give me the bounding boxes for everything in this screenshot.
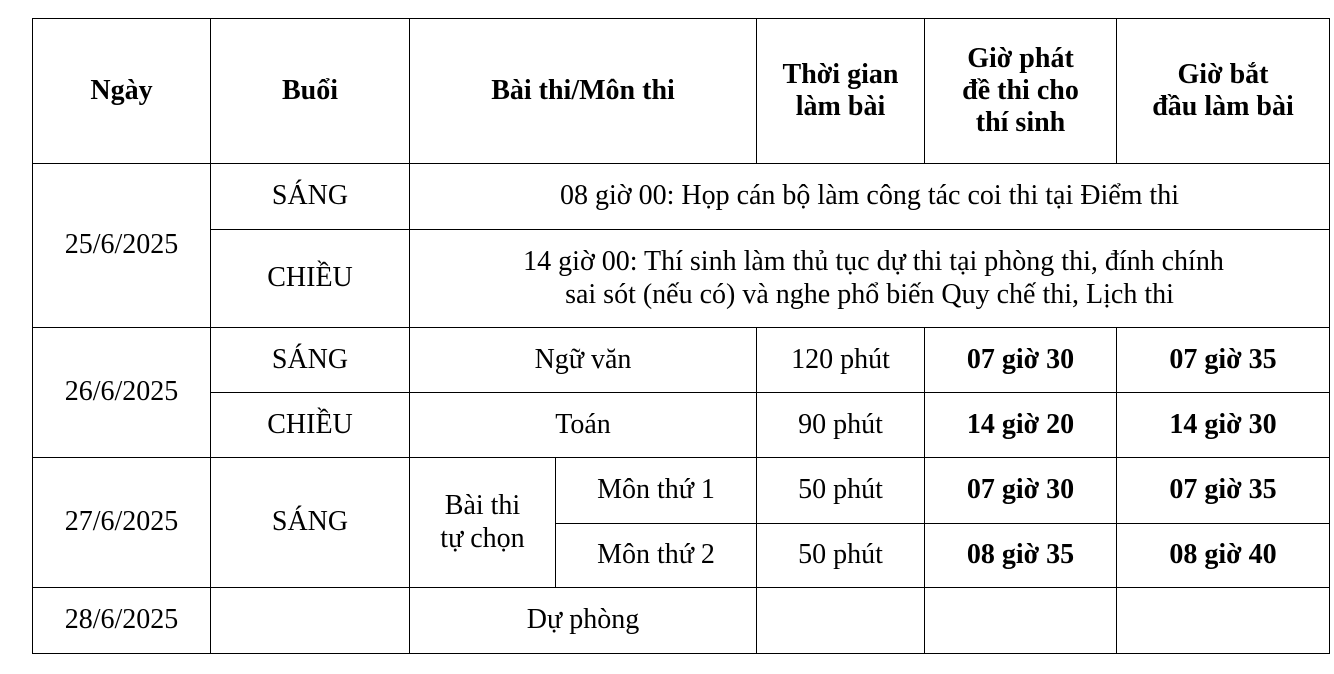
subject-cell: Môn thứ 1 — [556, 458, 757, 524]
date-cell: 26/6/2025 — [33, 328, 211, 458]
header-subject: Bài thi/Môn thi — [410, 19, 757, 164]
session-cell: SÁNG — [211, 164, 410, 230]
header-handout-line1: Giờ phát — [967, 42, 1074, 74]
session-cell: SÁNG — [211, 328, 410, 393]
session-cell: CHIỀU — [211, 393, 410, 458]
elective-line: Bài thi — [444, 490, 521, 522]
subject-cell: Dự phòng — [410, 588, 757, 654]
table-row — [33, 393, 1330, 458]
elective-line: tự chọn — [440, 522, 525, 554]
start-time-cell: 07 giờ 35 — [1117, 328, 1330, 393]
header-start-line1: Giờ bắt — [1177, 58, 1269, 90]
header-session: Buổi — [211, 19, 410, 164]
session-cell: CHIỀU — [211, 230, 410, 328]
header-duration-line1: Thời gian — [782, 58, 899, 90]
header-duration-line2: làm bài — [795, 91, 886, 122]
header-handout-line3: thí sinh — [975, 107, 1066, 139]
table-row — [33, 458, 1330, 524]
header-day: Ngày — [33, 19, 211, 164]
table-row — [33, 230, 1330, 328]
header-duration — [757, 19, 925, 164]
subject-cell: Toán — [410, 393, 757, 458]
note-line: 14 giờ 00: Thí sinh làm thủ tục dự thi tại phòng thi, đính chính — [523, 246, 1224, 278]
table-row — [33, 328, 1330, 393]
subject-cell: Môn thứ 2 — [556, 524, 757, 588]
table-row — [33, 588, 1330, 654]
header-handout-time — [925, 19, 1117, 164]
header-start-line2: đầu làm bài — [1152, 91, 1294, 122]
header-row — [33, 19, 1330, 164]
start-time-cell — [1117, 588, 1330, 654]
handout-time-cell — [925, 588, 1117, 654]
note-cell — [410, 230, 1330, 328]
exam-schedule-table — [32, 18, 1330, 654]
date-cell: 25/6/2025 — [33, 164, 211, 328]
duration-cell — [757, 588, 925, 654]
start-time-cell: 08 giờ 40 — [1117, 524, 1330, 588]
start-time-cell: 14 giờ 30 — [1117, 393, 1330, 458]
session-cell — [211, 588, 410, 654]
handout-time-cell: 07 giờ 30 — [925, 458, 1117, 524]
handout-time-cell: 14 giờ 20 — [925, 393, 1117, 458]
note-cell: 08 giờ 00: Họp cán bộ làm công tác coi thi tại Điểm thi — [410, 164, 1330, 230]
elective-cell — [410, 458, 556, 588]
note-line: sai sót (nếu có) và nghe phổ biến Quy chế thi, Lịch thi — [565, 278, 1174, 310]
start-time-cell: 07 giờ 35 — [1117, 458, 1330, 524]
duration-cell: 120 phút — [757, 328, 925, 393]
handout-time-cell: 07 giờ 30 — [925, 328, 1117, 393]
exam-schedule-container — [32, 18, 1330, 654]
date-cell: 27/6/2025 — [33, 458, 211, 588]
duration-cell: 90 phút — [757, 393, 925, 458]
handout-time-cell: 08 giờ 35 — [925, 524, 1117, 588]
table-row — [33, 164, 1330, 230]
header-handout-line2: đề thi cho — [962, 74, 1079, 106]
duration-cell: 50 phút — [757, 524, 925, 588]
date-cell: 28/6/2025 — [33, 588, 211, 654]
subject-cell: Ngữ văn — [410, 328, 757, 393]
duration-cell: 50 phút — [757, 458, 925, 524]
session-cell: SÁNG — [211, 458, 410, 588]
header-start-time — [1117, 19, 1330, 164]
